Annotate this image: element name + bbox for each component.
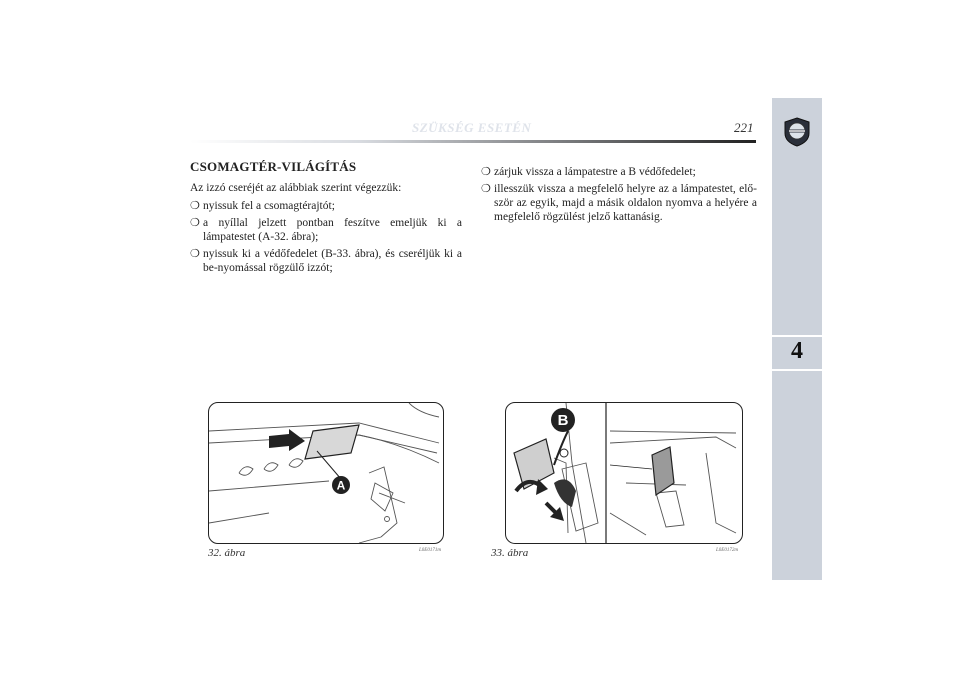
bullet-icon: ❍ [190, 200, 200, 212]
bullet-icon: ❍ [481, 183, 491, 195]
figure-32-code: L0E0171m [419, 548, 441, 553]
figure-33-code: L0E0172m [716, 548, 738, 553]
instruction-list [481, 165, 757, 224]
figure-33-caption: 33. ábra [491, 547, 529, 559]
figure-33-illustration [505, 402, 743, 544]
right-column [481, 165, 757, 227]
figure-32-callout-label: A [336, 478, 346, 493]
list-item [481, 165, 757, 179]
list-item [481, 182, 757, 224]
figure-32-illustration [208, 402, 444, 544]
list-item [190, 247, 462, 275]
sidebar-separator [772, 369, 822, 371]
list-item-text: nyissuk fel a csomagtérajtót; [203, 200, 335, 212]
running-header-title: SZÜKSÉG ESETÉN [412, 120, 532, 135]
chapter-number: 4 [791, 338, 803, 364]
bullet-icon: ❍ [190, 248, 200, 260]
bullet-icon: ❍ [190, 217, 200, 229]
list-item-text: zárjuk vissza a lámpatestre a B védőfedelet; [494, 166, 696, 178]
bullet-icon: ❍ [481, 166, 491, 178]
instruction-list [190, 199, 462, 275]
list-item [190, 216, 462, 244]
lancia-logo-icon [783, 116, 811, 153]
list-item-text: a nyíllal jelzett pontban feszítve emeljük ki a lámpatestet (A-32. ábra); [203, 217, 462, 243]
left-column [190, 160, 462, 278]
page-number: 221 [734, 120, 754, 135]
figure-32-caption: 32. ábra [208, 547, 246, 559]
figure-33-callout-label: B [557, 412, 569, 429]
section-heading: CSOMAGTÉR-VILÁGÍTÁS [190, 159, 357, 174]
intro-text: Az izzó cseréjét az alábbiak szerint végezzük: [190, 182, 402, 194]
sidebar-separator [772, 335, 822, 337]
list-item-text: illesszük vissza a megfelelő helyre az a lámpatestet, elő-ször az egyik, majd a másik oldalon nyomva a helyére a megfelelő rögzülést jelző kattanásig. [494, 183, 757, 223]
header-rule [190, 140, 756, 143]
list-item-text: nyissuk ki a védőfedelet (B-33. ábra), és cseréljük ki a be-nyomással rögzülő izzót; [203, 248, 462, 274]
list-item [190, 199, 462, 213]
chapter-sidebar [772, 98, 822, 580]
